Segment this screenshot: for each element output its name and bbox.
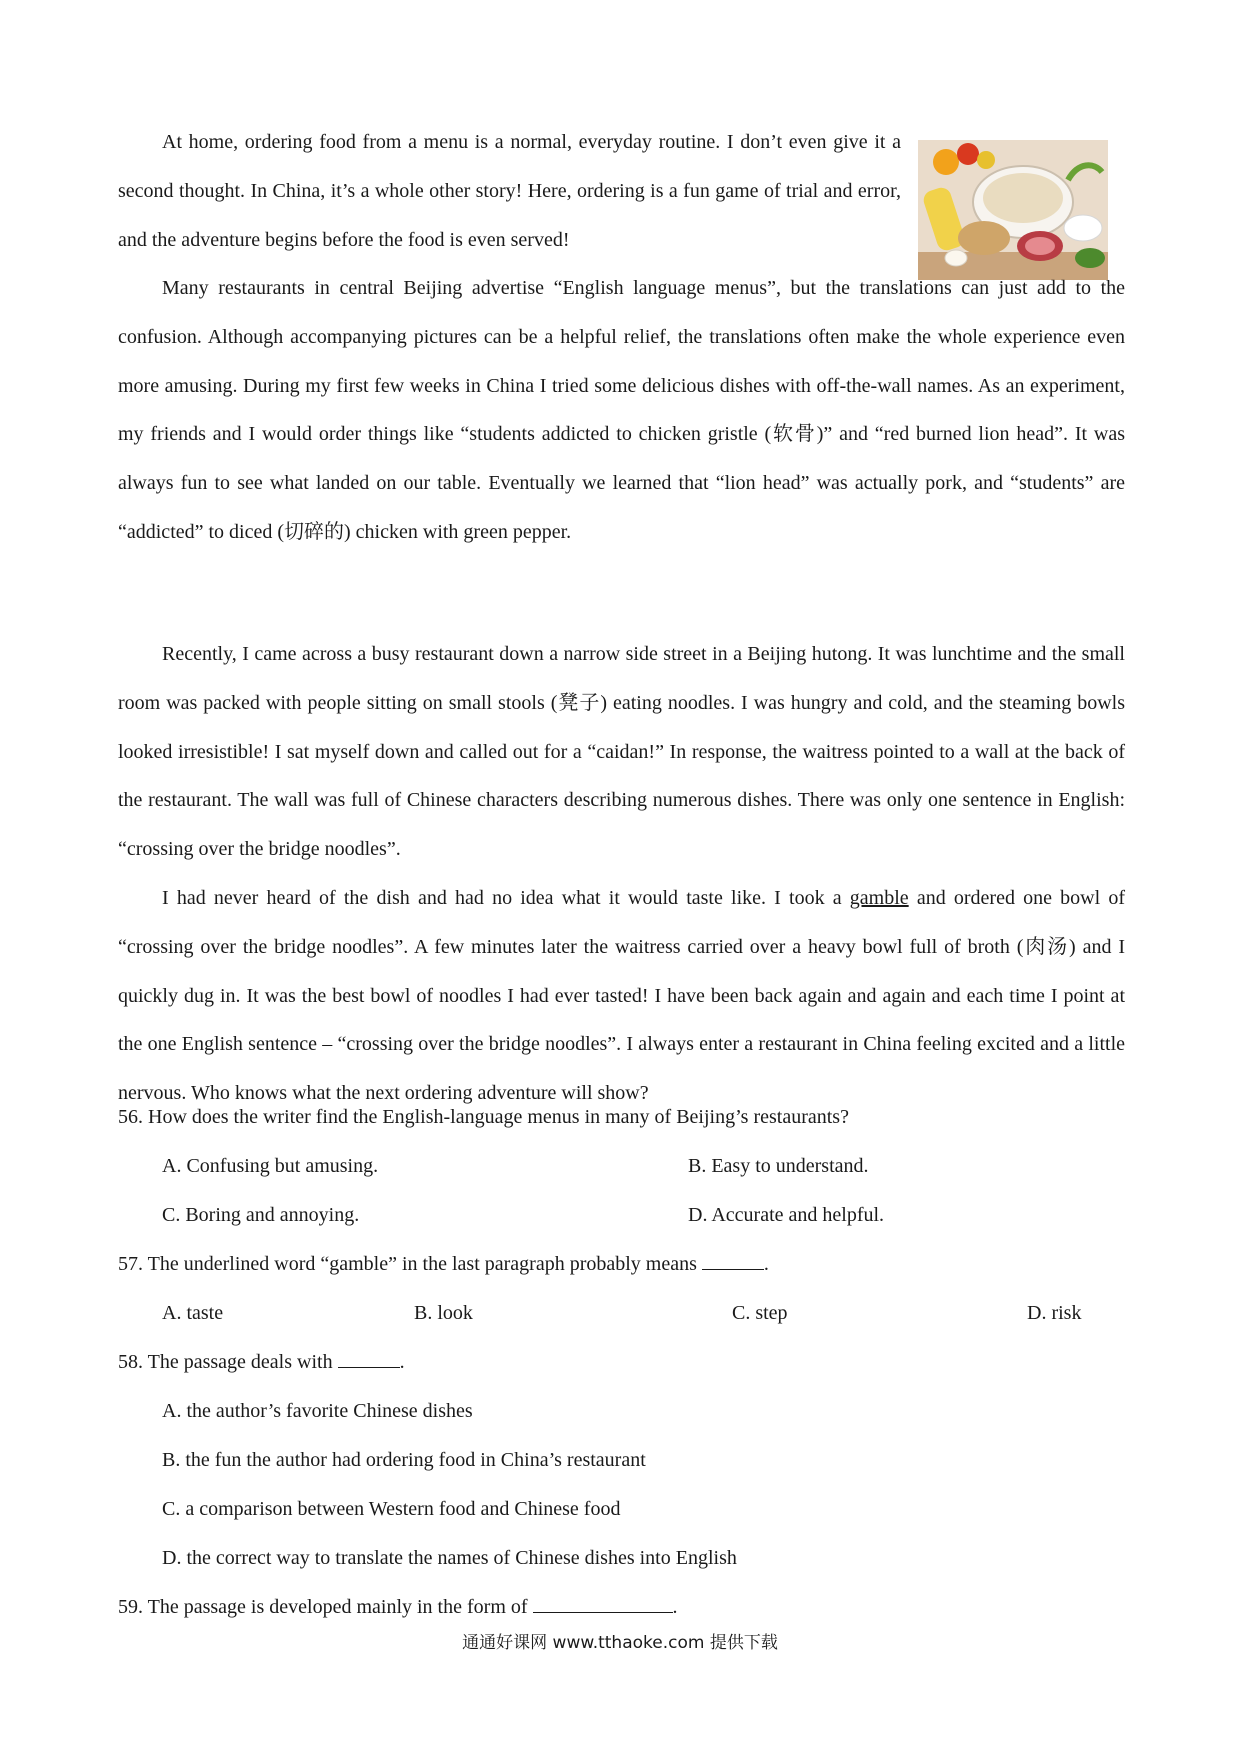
question-58 xyxy=(118,1348,405,1376)
question-58-option-d: D. the correct way to translate the names of Chinese dishes into English xyxy=(162,1547,737,1569)
question-58-option-a: A. the author’s favorite Chinese dishes xyxy=(162,1400,473,1422)
paragraph-4-text-start: I had never heard of the dish and had no idea what it would taste like. I took a xyxy=(162,887,850,909)
question-57 xyxy=(118,1250,769,1278)
question-57-stem: 57. The underlined word “gamble” in the last paragraph probably means xyxy=(118,1253,697,1275)
answer-blank xyxy=(338,1349,400,1368)
passage-paragraph-3: Recently, I came across a busy restaurant down a narrow side street in a Beijing hutong. It was lunchtime and the small room was packed with people sitting on small stools (凳子) eating noodles. I was hungry and cold, and the steaming bowls looked irresistible! I sat myself down and called out for a “caidan!” In response, the waitress pointed to a wall at the back of the restaurant. The wall was full of Chinese characters describing numerous dishes. There was only one sentence in English: “crossing over the bridge noodles”. xyxy=(118,643,1125,861)
question-59-end: . xyxy=(672,1596,678,1618)
question-57-option-c: C. step xyxy=(732,1302,788,1324)
question-59-stem: 59. The passage is developed mainly in the form of xyxy=(118,1596,528,1618)
question-57-end: . xyxy=(763,1253,769,1275)
question-57-option-a: A. taste xyxy=(162,1302,224,1324)
passage-paragraph-1: At home, ordering food from a menu is a normal, everyday routine. I don’t even give it a second thought. In China, it’s a whole other story! Here, ordering is a fun game of trial and error, and the adventure begins before the food is even served! xyxy=(118,131,901,251)
passage-paragraph-4 xyxy=(118,874,1125,1118)
question-56-option-c: C. Boring and annoying. xyxy=(162,1204,360,1226)
page-footer: 通通好课网 www.tthaoke.com 提供下载 xyxy=(462,1633,778,1653)
paragraph-4-text-end: and ordered one bowl of “crossing over the bridge noodles”. A few minutes later the waitress carried over a heavy bowl full of broth (肉汤) and I quickly dug in. It was the best bowl of noodles I had ever tasted! I have been back again and again and each time I point at the one English sentence – “crossing over the bridge noodles”. I always enter a restaurant in China feeling excited and a little nervous. Who knows what the next ordering adventure will show? xyxy=(118,887,1125,1105)
answer-blank xyxy=(702,1251,764,1270)
question-56-option-a: A. Confusing but amusing. xyxy=(162,1155,379,1177)
underlined-word-gamble: gamble xyxy=(849,887,909,909)
passage-paragraph-2: Many restaurants in central Beijing advertise “English language menus”, but the translations can just add to the confusion. Although accompanying pictures can be a helpful relief, the translations often make the whole experience even more amusing. During my first few weeks in China I tried some delicious dishes with off-the-wall names. As an experiment, my friends and I would order things like “students addicted to chicken gristle (软骨)” and “red burned lion head”. It was always fun to see what landed on our table. Eventually we learned that “lion head” was actually pork, and “students” are “addicted” to diced (切碎的) chicken with green pepper. xyxy=(118,277,1125,543)
question-58-stem: 58. The passage deals with xyxy=(118,1351,333,1373)
question-56-option-d: D. Accurate and helpful. xyxy=(688,1204,885,1226)
question-58-end: . xyxy=(399,1351,405,1373)
hotpot-food-illustration xyxy=(918,140,1108,280)
question-56-option-b: B. Easy to understand. xyxy=(688,1155,869,1177)
question-59 xyxy=(118,1593,678,1621)
question-56-stem: 56. How does the writer find the English-language menus in many of Beijing’s restaurants? xyxy=(118,1106,849,1128)
question-57-option-b: B. look xyxy=(414,1302,473,1324)
question-58-option-b: B. the fun the author had ordering food in China’s restaurant xyxy=(162,1449,646,1471)
hotpot-food-photo xyxy=(918,140,1108,280)
question-57-option-d: D. risk xyxy=(1027,1302,1082,1324)
question-58-option-c: C. a comparison between Western food and Chinese food xyxy=(162,1498,621,1520)
answer-blank xyxy=(533,1594,673,1613)
